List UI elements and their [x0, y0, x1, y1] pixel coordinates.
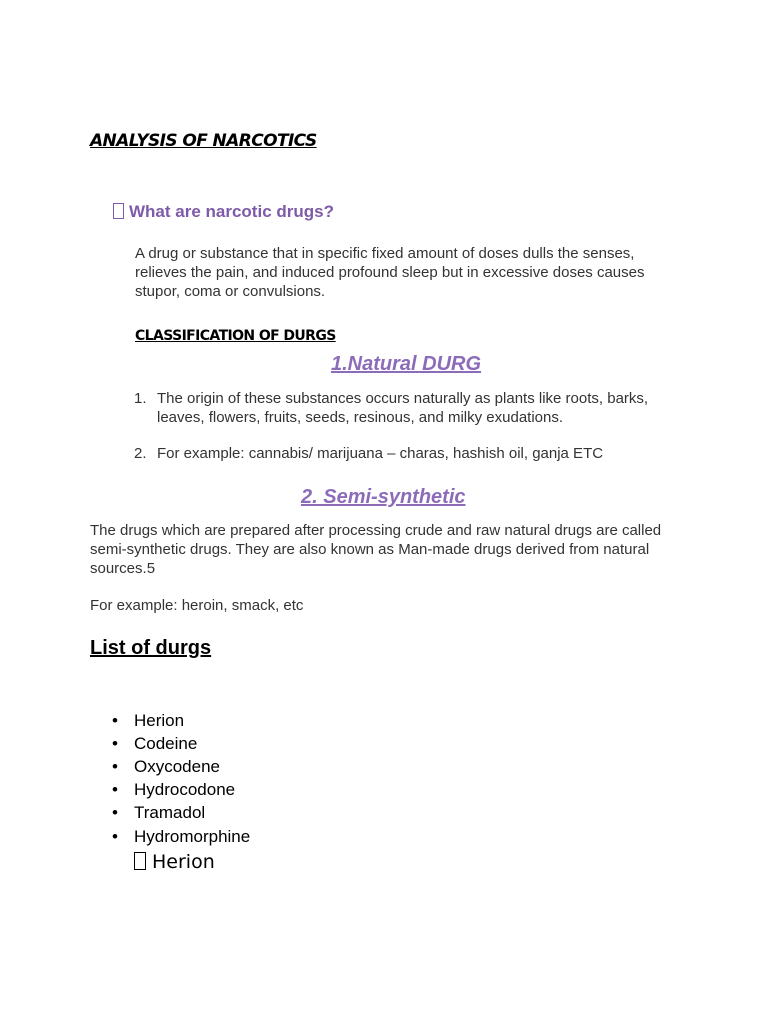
bullet: •	[112, 757, 118, 776]
bullet: •	[112, 711, 118, 730]
drug-name: Hydromorphine	[134, 827, 251, 846]
drug-list-item	[112, 757, 220, 777]
extra-drug-name: Herion	[152, 851, 215, 873]
list-item-number: 2.	[134, 445, 147, 462]
drug-list-item	[112, 827, 250, 847]
list-item	[134, 389, 674, 427]
document-title: ANALYSIS OF NARCOTICS	[90, 131, 317, 151]
question-heading	[113, 202, 334, 222]
list-item-text: The origin of these substances occurs naturally as plants like roots, barks, leaves, flowers, fruits, seeds, resinous, and milky exudations.	[157, 390, 649, 426]
bullet: •	[112, 780, 118, 799]
semi-synthetic-heading: 2. Semi-synthetic	[301, 486, 466, 508]
missing-glyph-box-icon	[113, 203, 124, 219]
semi-synthetic-paragraph: The drugs which are prepared after processing crude and raw natural drugs are called semi-synthetic drugs. They are also known as Man-made drugs derived from natural sources.5	[90, 522, 662, 577]
drug-list-heading: List of durgs	[90, 637, 212, 659]
bullet: •	[112, 803, 118, 822]
drug-list-item	[112, 803, 205, 823]
classification-heading: CLASSIFICATION OF DURGS	[135, 328, 336, 344]
semi-synthetic-example: For example: heroin, smack, etc	[90, 597, 304, 614]
bullet: •	[112, 734, 118, 753]
bullet: •	[112, 827, 118, 846]
drug-name: Oxycodene	[134, 757, 220, 776]
extra-drug-item	[134, 851, 215, 873]
list-item	[134, 444, 674, 463]
drug-list-item	[112, 734, 197, 754]
definition-paragraph: A drug or substance that in specific fixed amount of doses dulls the senses, relieves the pain, and induced profound sleep but in excessive doses causes stupor, coma or convulsions.	[135, 245, 645, 300]
question-text: What are narcotic drugs?	[129, 202, 334, 221]
drug-name: Codeine	[134, 734, 198, 753]
list-item-text: For example: cannabis/ marijuana – charas, hashish oil, ganja ETC	[157, 445, 604, 462]
drug-list-item	[112, 711, 184, 731]
natural-drug-heading: 1.Natural DURG	[331, 353, 482, 375]
drug-name: Tramadol	[134, 803, 206, 822]
missing-glyph-box-icon	[134, 852, 146, 870]
drug-name: Herion	[134, 711, 185, 730]
list-item-number: 1.	[134, 390, 147, 407]
drug-list-item	[112, 780, 235, 800]
drug-name: Hydrocodone	[134, 780, 236, 799]
